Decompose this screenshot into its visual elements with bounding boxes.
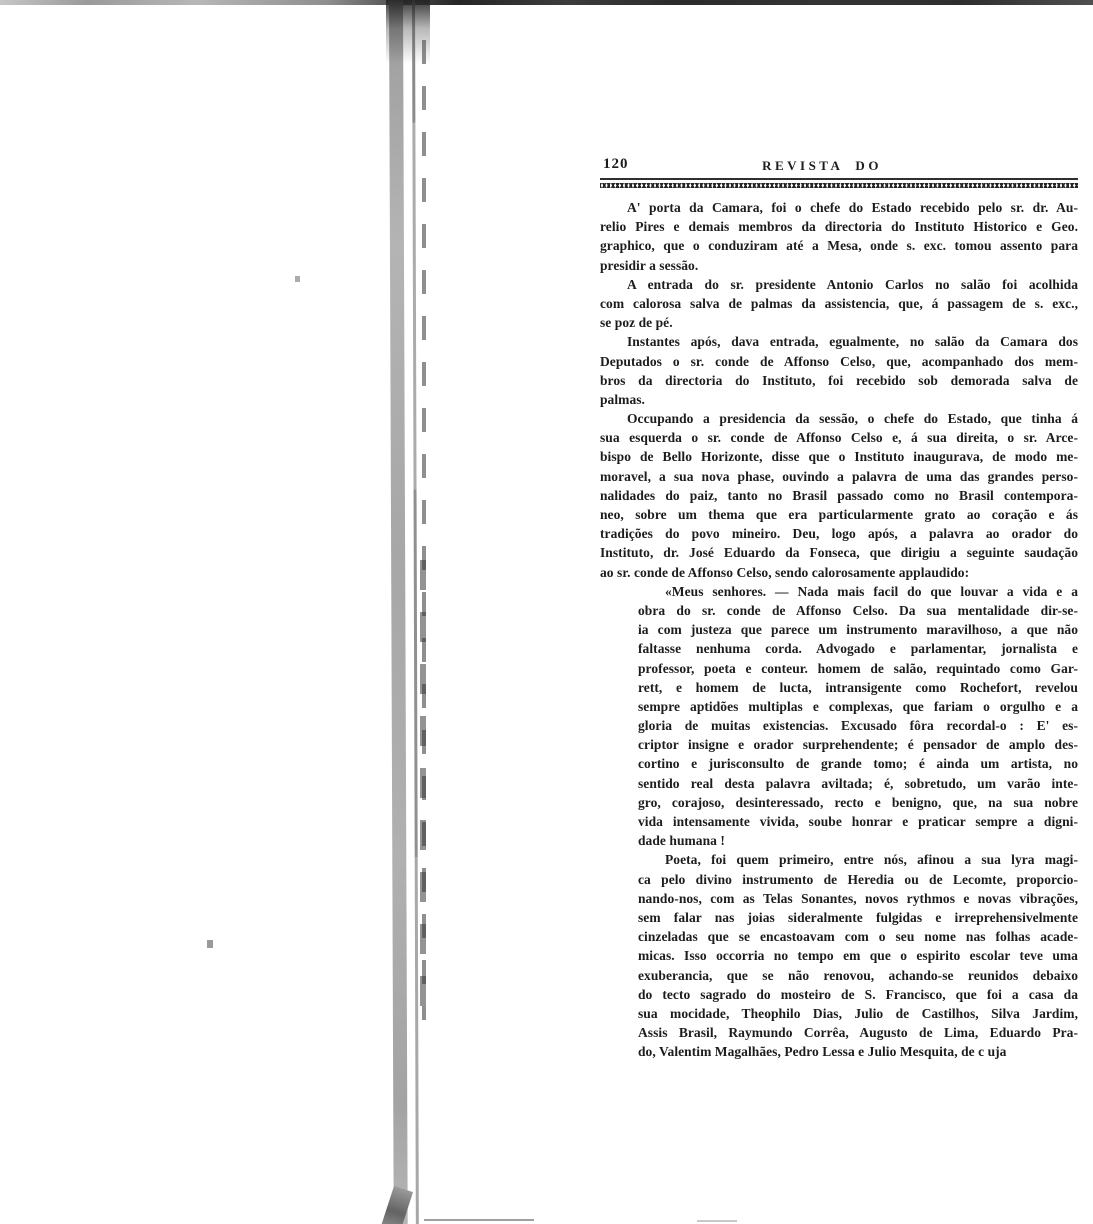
text-line: «Meus senhores. — Nada mais facil do que louvar a vida e a [665,583,1078,599]
text-line: professor, poeta e conteur. homem de salão, requintado como Gar- [638,660,1078,676]
text-line: ca pelo divino instrumento de Heredia ou de Lecomte, proporcio- [638,871,1078,887]
scan-edge-top [0,0,1093,5]
scan-bottom-smudge [424,1219,534,1221]
text-line: ia com justeza que parece um instrumento maravilhoso, a que não [638,622,1078,638]
text-line: relio Pires e demais membros da directoria do Instituto Historico e Geo. [600,219,1078,235]
scan-bottom-smudge [697,1220,737,1222]
text-line: A' porta da Camara, foi o chefe do Estado recebido pelo sr. dr. Au- [627,200,1078,215]
text-line: presidir a sessão. [600,257,699,273]
text-line: graphico, que o conduziram até a Mesa, onde s. exc. tomou assento para [600,238,1078,254]
book-gutter-dashes-dark [420,560,426,1010]
book-gutter-line [412,0,419,1224]
text-line: criptor insigne e orador surprehendente; é pensador de amplo des- [638,737,1078,753]
text-line: Assis Brasil, Raymundo Corrêa, Augusto de Lima, Eduardo Pra- [638,1025,1078,1041]
text-line: sua esquerda o sr. conde de Affonso Celso e, á sua direita, o sr. Arce- [600,430,1078,446]
book-gutter-top-shadow [386,0,430,64]
text-line: se poz de pé. [600,315,673,331]
text-line: palmas. [600,391,645,407]
text-body [600,198,1078,1061]
text-line: micas. Isso occorria no tempo em que o espirito escolar teve uma [638,948,1078,964]
scan-speck [295,276,300,282]
text-line: cortino e jurisconsulto de grande tomo; é ainda um artista, no [638,756,1078,772]
text-line: Instantes após, dava entrada, egualmente, no salão da Camara dos [627,334,1078,350]
journal-title: REVISTA DO [762,158,882,173]
text-line: sentido real desta palavra aviltada; é, sobretudo, um varão inte- [638,775,1078,791]
text-line: gro, corajoso, desinteressado, recto e benigno, que, na sua nobre [638,794,1078,810]
text-line: nando-nos, com as Telas Sonantes, novos rythmos e novas vibrações, [638,890,1078,906]
text-line: ao sr. conde de Affonso Celso, sendo calorosamente applaudido: [600,564,970,580]
book-gutter-bottom-curve [380,1186,413,1224]
text-line: faltasse nenhuma corda. Advogado e parlamentar, jornalista e [638,641,1078,657]
text-line: vida intensamente vivida, soube honrar e praticar sempre a digni- [638,814,1078,829]
text-line: Deputados o sr. conde de Affonso Celso, que, acompanhado dos mem- [600,353,1078,369]
text-line: do tecto sagrado do mosteiro de S. Francisco, que foi a casa da [638,986,1078,1002]
text-line: dade humana ! [638,833,725,849]
text-line: tradições do povo mineiro. Deu, logo após, a palavra ao orador do [600,526,1078,542]
text-line: com calorosa salva de palmas da assistencia, que, á passagem de s. exc., [600,295,1078,311]
text-line: neo, sobre um thema que era particularmente grato ao coração e ás [600,507,1078,522]
text-line: A entrada do sr. presidente Antonio Carlos no salão foi acolhida [627,276,1078,292]
text-line: exuberancia, que se não renovou, achando-se reunidos debaixo [638,967,1078,983]
page-number: 120 [603,156,629,172]
text-line: moravel, a sua nova phase, ouvindo a palavra de uma das grandes perso- [600,468,1078,484]
text-line: sempre aptidões multiplas e complexas, que fariam o orgulho e a [638,698,1078,714]
printed-page-content [600,155,1078,1061]
text-line: sua mocidade, Theophilo Dias, Julio de Castilhos, Silva Jardim, [638,1005,1078,1021]
text-line: bispo de Bello Horizonte, disse que o Instituto inaugurava, de modo me- [600,449,1078,465]
running-header-center [600,157,1078,175]
header-rule-wavy [600,183,1078,188]
text-line: cinzeladas que se encastoavam com o seu nome nas folhas acade- [638,929,1078,945]
running-header [600,155,1078,176]
text-line: sem falar nas joias sideralmente fulgidas e irreprehensivelmente [638,909,1078,925]
text-line: obra do sr. conde de Affonso Celso. Da sua mentalidade dir-se- [638,602,1078,618]
book-gutter-shadow [389,0,408,1224]
text-line: gloria de muitas existencias. Excusado fôra recordal-o : E' es- [638,718,1078,734]
scan-speck [207,940,213,948]
text-line: Poeta, foi quem primeiro, entre nós, afinou a sua lyra magi- [665,852,1078,868]
text-line: bros da directoria do Instituto, foi recebido sob demorada salva de [600,372,1078,388]
text-line: do, Valentim Magalhães, Pedro Lessa e Julio Mesquita, de c uja [638,1044,1007,1060]
text-line: Instituto, dr. José Eduardo da Fonseca, que dirigiu a seguinte saudação [600,545,1078,561]
text-line: rett, e homem de lucta, intransigente como Rochefort, revelou [638,679,1078,695]
text-line: Occupando a presidencia da sessão, o chefe do Estado, que tinha á [627,411,1078,427]
header-rule-thin [600,178,1078,180]
text-line: nalidades do paiz, tanto no Brasil passado como no Brasil contempora- [600,487,1078,503]
